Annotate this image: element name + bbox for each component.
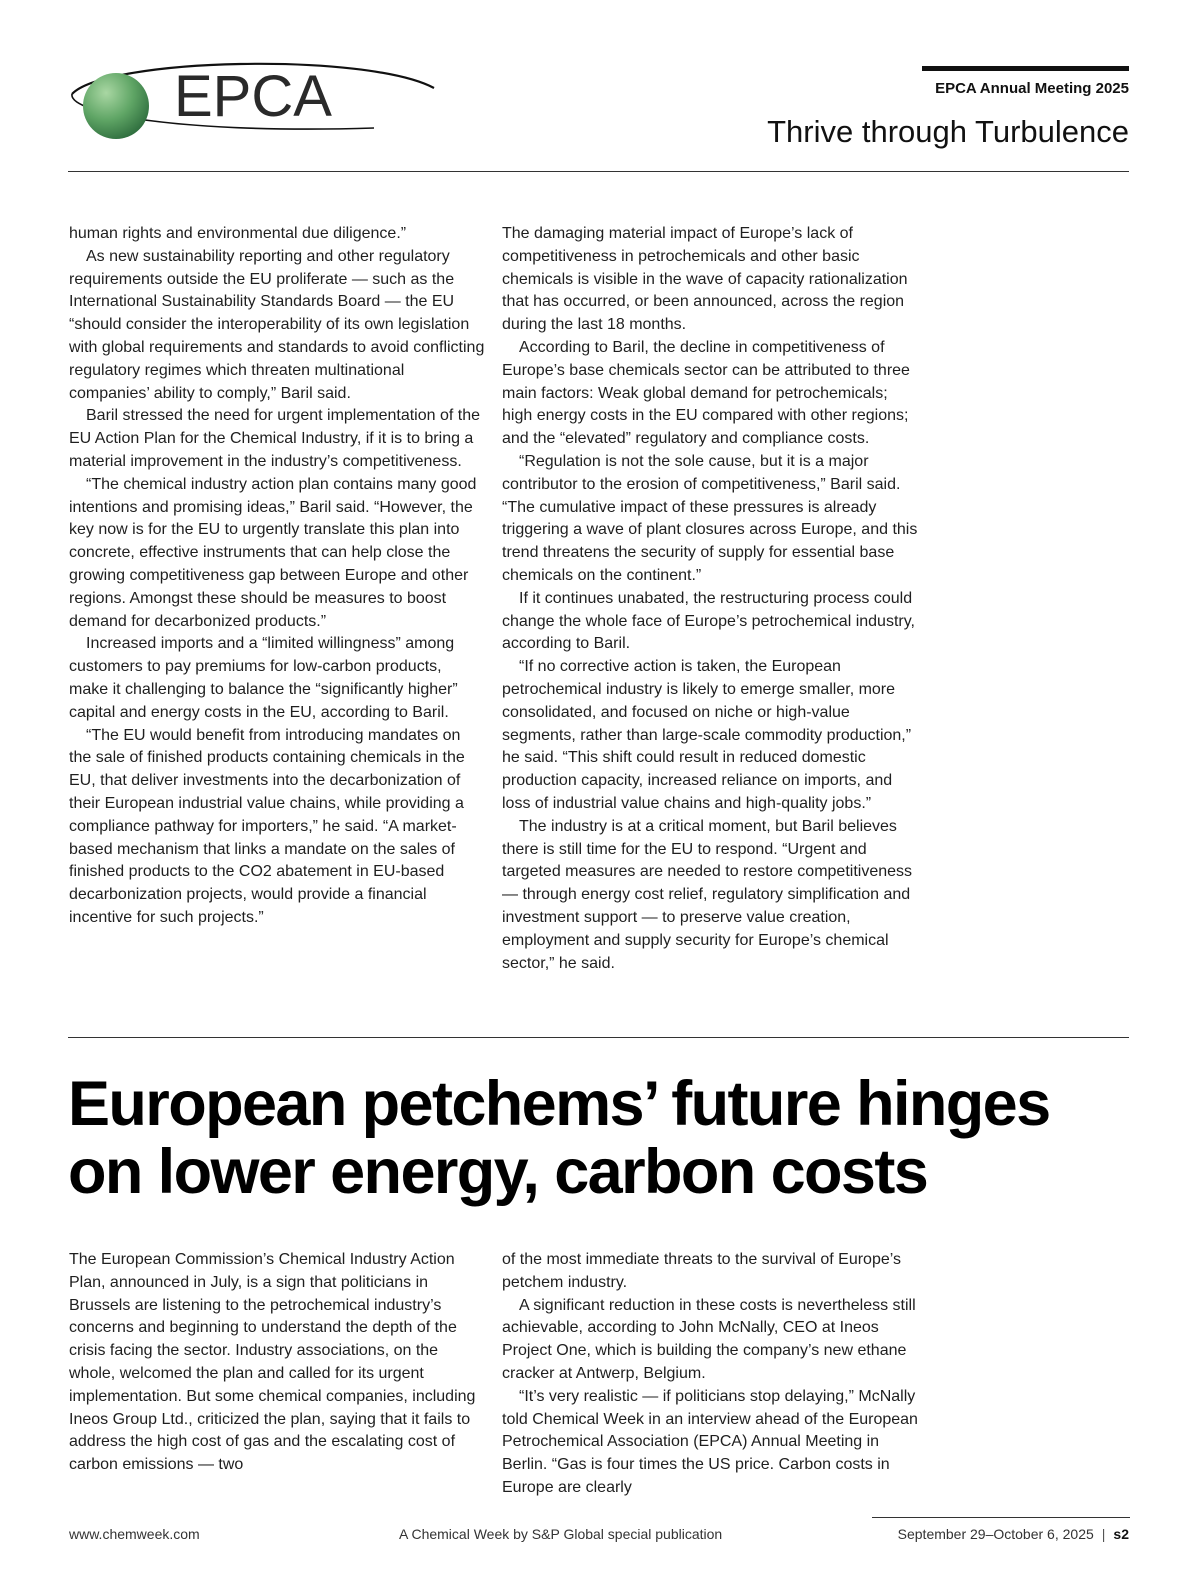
tagline: Thrive through Turbulence [767,114,1129,149]
article2-column1 [69,1249,485,1477]
article1-paragraph: human rights and environmental due diligence.” [69,225,407,242]
article1-paragraph: Increased imports and a “limited willingness” among customers to pay premiums for low-carbon products, make it challenging to balance the “significantly higher” capital and energy costs in the EU, according to Baril. [69,635,458,721]
footer-dates: September 29–October 6, 2025 [897,1526,1094,1542]
article2-paragraph: A significant reduction in these costs is nevertheless still achievable, according to John McNally, CEO at Ineos Project One, which is building the company’s new ethane cracker at Antwerp, Belgium. [502,1296,916,1382]
article1-column1 [69,223,485,930]
article2-paragraph: of the most immediate threats to the survival of Europe’s petchem industry. [502,1251,902,1291]
article2-column2 [502,1249,918,1500]
footer-publication: A Chemical Week by S&P Global special publication [399,1526,723,1542]
footer-date-page [898,1526,1129,1542]
article2-headline: European petchems’ future hinges on lower energy, carbon costs [68,1069,1050,1207]
footer-separator: | [1101,1526,1106,1542]
epca-logo-graphic [66,54,446,144]
page-number: s2 [1113,1526,1129,1542]
article2-paragraph: “It’s very realistic — if politicians stop delaying,” McNally told Chemical Week in an interview ahead of the European Petrochemical Association (EPCA) Annual Meeting in Berlin. “Gas is four times the US price. Carbon costs in Europe are clearly [502,1387,918,1496]
article1-paragraph: Baril stressed the need for urgent implementation of the EU Action Plan for the Chemical Industry, if it is to bring a material improvement in the industry’s competitiveness. [69,407,480,470]
article1-paragraph: “Regulation is not the sole cause, but it is a major contributor to the erosion of competitiveness,” Baril said. “The cumulative impact of these pressures is already triggering a wave of plant closures across Europe, and this trend threatens the security of supply for essential base chemicals on the continent.” [502,452,918,584]
article2-paragraph: The European Commission’s Chemical Industry Action Plan, announced in July, is a sign that politicians in Brussels are listening to the petrochemical industry’s concerns and beginning to understand the depth of the crisis facing the sector. Industry associations, on the whole, welcomed the plan and called for its urgent implementation. But some chemical companies, including Ineos Group Ltd., criticized the plan, saying that it fails to address the high cost of gas and the escalating cost of carbon emissions — two [69,1251,476,1474]
header-divider [68,171,1129,172]
meeting-title: EPCA Annual Meeting 2025 [935,80,1129,97]
article1-paragraph: As new sustainability reporting and other regulatory requirements outside the EU proliferate — such as the International Sustainability Standards Board — the EU “should consider the interoperability of its own legislation with global requirements and standards to avoid conflicting regulatory regimes which threaten multinational companies’ ability to comply,” Baril said. [69,247,485,402]
article1-paragraph: “If no corrective action is taken, the European petrochemical industry is likely to emerge smaller, more consolidated, and focused on niche or high-value segments, rather than large-scale commodity production,” he said. “This shift could result in reduced domestic production capacity, increased reliance on imports, and loss of industrial value chains and high-quality jobs.” [502,658,912,812]
article1-paragraph: If it continues unabated, the restructuring process could change the whole face of Europe’s petrochemical industry, according to Baril. [502,589,915,653]
globe-icon [83,73,149,139]
article1-paragraph: The damaging material impact of Europe’s lack of competitiveness in petrochemicals and other basic chemicals is visible in the wave of capacity rationalization that has occurred, or been announced, across the region during the last 18 months. [502,225,908,334]
article1-paragraph: The industry is at a critical moment, but Baril believes there is still time for the EU to respond. “Urgent and targeted measures are needed to restore competitiveness — through energy cost relief, regulatory simplification and investment support — to preserve value creation, employment and supply security for Europe’s chemical sector,” he said. [502,817,913,972]
epca-logo [66,54,446,144]
meeting-title-bar [922,66,1129,71]
logo-text: EPCA [174,64,332,129]
article1-paragraph: “The chemical industry action plan contains many good intentions and promising ideas,” Baril said. “However, the key now is for the EU to urgently translate this plan into concrete, effective instruments that can help close the growing competitiveness gap between Europe and other regions. Amongst these should be measures to boost demand for decarbonized products.” [69,475,477,630]
footer-website[interactable]: www.chemweek.com [69,1526,200,1542]
article1-column2 [502,223,918,975]
footer-rule [872,1517,1130,1518]
article1-paragraph: According to Baril, the decline in competitiveness of Europe’s base chemicals sector can be attributed to three main factors: Weak global demand for petrochemicals; high energy costs in the EU compared with other regions; and the “elevated” regulatory and compliance costs. [502,338,910,448]
article-divider [68,1037,1129,1038]
article1-paragraph: “The EU would benefit from introducing mandates on the sale of finished products containing chemicals in the EU, that deliver investments into the decarbonization of their European industrial value chains, while providing a compliance pathway for importers,” he said. “A market-based mechanism that links a mandate on the sales of finished products to the CO2 abatement in EU-based decarbonization projects, would provide a financial incentive for such projects.” [69,726,465,926]
